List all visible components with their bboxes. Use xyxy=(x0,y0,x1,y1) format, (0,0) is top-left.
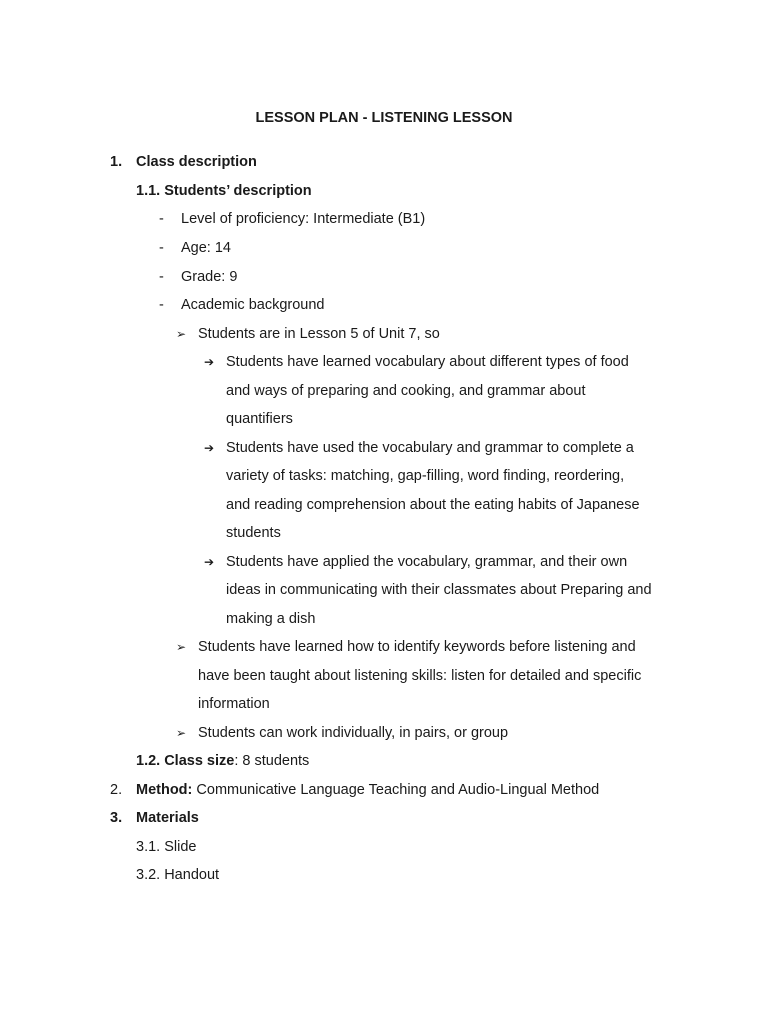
sub-point-1-line-3: quantifiers xyxy=(226,411,293,427)
sub-point-2-line-1: Students have used the vocabulary and grammar to complete a xyxy=(226,440,634,456)
section-1-heading: Class description xyxy=(136,154,257,170)
background-point-2-line-3: information xyxy=(198,696,270,712)
background-point-2-line-2: have been taught about listening skills: listen for detailed and specific xyxy=(198,668,642,684)
section-2-method xyxy=(136,780,599,800)
list-item-grade: Grade: 9 xyxy=(181,269,238,285)
arrow-bullet-icon: ➔ xyxy=(204,441,215,455)
arrowhead-bullet-icon: ➢ xyxy=(176,726,187,740)
sub-point-3-line-2: ideas in communicating with their classmates about Preparing and xyxy=(226,582,652,598)
list-item-age: Age: 14 xyxy=(181,240,231,256)
sub-point-1-line-2: and ways of preparing and cooking, and grammar about xyxy=(226,383,586,399)
background-point-1: Students are in Lesson 5 of Unit 7, so xyxy=(198,326,440,342)
subsection-1-1-heading: 1.1. Students’ description xyxy=(136,183,312,199)
method-value: Communicative Language Teaching and Audio-Lingual Method xyxy=(192,782,600,798)
arrow-bullet-icon: ➔ xyxy=(204,555,215,569)
class-size-label: 1.2. Class size xyxy=(136,753,235,769)
section-3-heading: Materials xyxy=(136,810,199,826)
method-label: Method: xyxy=(136,782,193,798)
sub-point-2-line-4: students xyxy=(226,525,281,541)
sub-point-2-line-2: variety of tasks: matching, gap-filling, word finding, reordering, xyxy=(226,468,625,484)
arrowhead-bullet-icon: ➢ xyxy=(176,327,187,341)
sub-point-1-line-1: Students have learned vocabulary about different types of food xyxy=(226,354,629,370)
list-item-proficiency: Level of proficiency: Intermediate (B1) xyxy=(181,211,426,227)
section-2-number: 2. xyxy=(110,782,123,798)
document-title: LESSON PLAN - LISTENING LESSON xyxy=(255,110,513,126)
dash-marker: - xyxy=(159,297,164,313)
section-1-number: 1. xyxy=(110,154,123,170)
background-point-3: Students can work individually, in pairs, or group xyxy=(198,725,509,741)
subsection-1-2 xyxy=(136,751,309,771)
background-point-2-line-1: Students have learned how to identify keywords before listening and xyxy=(198,639,636,655)
materials-item-handout: 3.2. Handout xyxy=(136,867,220,883)
list-item-academic-background: Academic background xyxy=(181,297,325,313)
dash-marker: - xyxy=(159,269,164,285)
materials-item-slide: 3.1. Slide xyxy=(136,839,197,855)
sub-point-3-line-3: making a dish xyxy=(226,611,316,627)
sub-point-3-line-1: Students have applied the vocabulary, grammar, and their own xyxy=(226,554,628,570)
dash-marker: - xyxy=(159,240,164,256)
section-3-number: 3. xyxy=(110,810,123,826)
class-size-value: : 8 students xyxy=(234,753,310,769)
dash-marker: - xyxy=(159,211,164,227)
sub-point-2-line-3: and reading comprehension about the eating habits of Japanese xyxy=(226,497,640,513)
arrow-bullet-icon: ➔ xyxy=(204,355,215,369)
arrowhead-bullet-icon: ➢ xyxy=(176,640,187,654)
